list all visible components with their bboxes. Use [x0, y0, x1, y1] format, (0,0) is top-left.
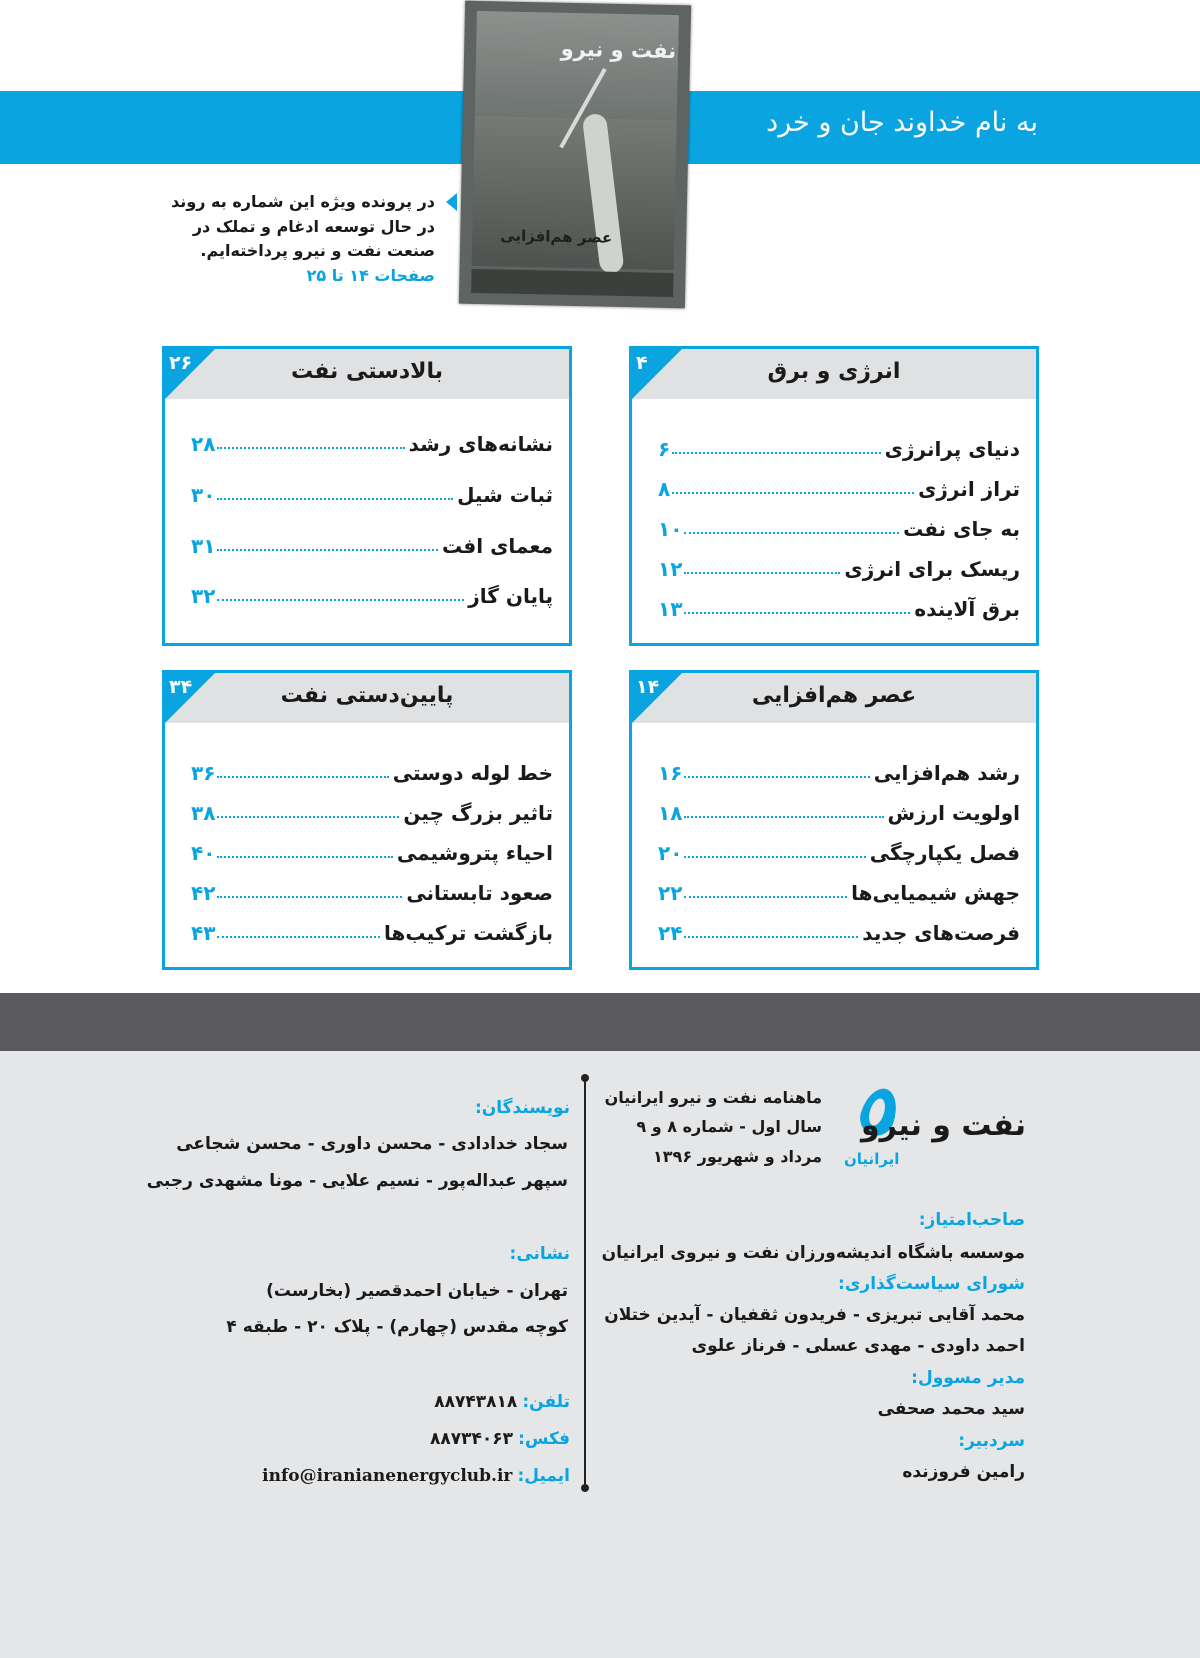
- brand-logo: [840, 1082, 1030, 1182]
- toc-item-page: ۱۶: [658, 761, 683, 785]
- magazine-name: ماهنامه نفت و نیرو ایرانیان: [604, 1088, 822, 1107]
- toc-item[interactable]: [191, 831, 553, 865]
- toc-item-page: ۳۱: [191, 534, 216, 558]
- section-page-number[interactable]: ۲۶: [169, 352, 193, 374]
- toc-item-page: ۱۰: [658, 517, 683, 541]
- writers-label: نویسندگان:: [474, 1098, 570, 1118]
- toc-item-page: ۱۳: [658, 597, 683, 621]
- toc-item-page: ۳۰: [191, 483, 216, 507]
- toc-item-label: تراز انرژی: [918, 477, 1020, 501]
- dot-leader: [672, 452, 880, 454]
- toc-item-label: به جای نفت: [903, 517, 1020, 541]
- section-title[interactable]: بالادستی نفت: [290, 359, 444, 384]
- dot-leader: [684, 936, 858, 938]
- toc-item-label: رشد هم‌افزایی: [873, 761, 1020, 785]
- toc-item[interactable]: [658, 547, 1020, 581]
- dot-leader: [217, 498, 453, 500]
- magazine-issue: سال اول - شماره ۸ و ۹: [636, 1117, 822, 1136]
- director-value: سید محمد صحفی: [877, 1399, 1025, 1419]
- magazine-date: مرداد و شهریور ۱۳۹۶: [653, 1147, 822, 1166]
- toc-item-label: صعود تابستانی: [406, 881, 553, 905]
- dot-leader: [217, 549, 438, 551]
- toc-item-label: برق آلاینده: [914, 597, 1020, 621]
- section-title[interactable]: پایین‌دستی نفت: [280, 683, 454, 708]
- dot-leader: [684, 856, 865, 858]
- play-arrow-icon: [446, 193, 457, 211]
- toc-section-downstream: [162, 670, 572, 970]
- cover-title: عصر هم‌افزایی: [500, 226, 613, 247]
- dot-leader: [217, 896, 402, 898]
- dot-leader: [217, 599, 464, 601]
- dot-leader: [684, 776, 869, 778]
- dot-leader: [217, 447, 404, 449]
- toc-item-page: ۴۲: [191, 881, 216, 905]
- toc-item-label: نشانه‌های رشد: [408, 432, 553, 456]
- toc-item-label: تاثیر بزرگ چین: [403, 801, 553, 825]
- toc-item[interactable]: [191, 751, 553, 785]
- phone-row: [434, 1392, 570, 1412]
- toc-item-label: معمای افت: [441, 534, 553, 558]
- toc-item-label: پایان گاز: [468, 584, 553, 608]
- magazine-cover-image[interactable]: [459, 1, 691, 309]
- cover-ground: [472, 116, 677, 270]
- toc-item-page: ۱۲: [658, 557, 683, 581]
- section-title[interactable]: انرژی و برق: [767, 359, 901, 384]
- phone-label: تلفن:: [522, 1392, 570, 1412]
- logo-subtitle: ایرانیان: [844, 1150, 900, 1168]
- section-header: [165, 349, 569, 399]
- toc-item[interactable]: [658, 911, 1020, 945]
- logo-wordmark: نفت و نیرو: [861, 1108, 1026, 1143]
- cover-sky: [475, 11, 679, 120]
- toc-item[interactable]: [191, 422, 553, 456]
- editor-label: سردبیر:: [958, 1431, 1025, 1451]
- policy-council-label: شورای سیاست‌گذاری:: [838, 1274, 1025, 1294]
- dot-leader: [684, 532, 899, 534]
- toc-item[interactable]: [191, 871, 553, 905]
- toc-item-page: ۲۰: [658, 841, 683, 865]
- toc-item-page: ۳۶: [191, 761, 216, 785]
- toc-item-page: ۶: [658, 437, 671, 461]
- toc-item[interactable]: [658, 587, 1020, 621]
- owner-label: صاحب‌امتیاز:: [918, 1210, 1025, 1230]
- toc-item[interactable]: [658, 871, 1020, 905]
- toc-item-label: فرصت‌های جدید: [862, 921, 1020, 945]
- toc-item[interactable]: [658, 427, 1020, 461]
- intro-line: در حال توسعه ادغام و تملک در: [192, 216, 435, 236]
- email-label: ایمیل:: [517, 1466, 570, 1486]
- toc-item-label: ریسک برای انرژی: [844, 557, 1020, 581]
- toc-item[interactable]: [658, 751, 1020, 785]
- section-header: [632, 673, 1036, 723]
- section-header: [165, 673, 569, 723]
- editor-value: رامین فروزنده: [902, 1462, 1025, 1482]
- toc-item-label: فصل یکپارچگی: [869, 841, 1020, 865]
- section-page-number[interactable]: ۳۴: [169, 676, 193, 698]
- cover-photo: [459, 1, 691, 309]
- special-file-intro: [170, 190, 435, 288]
- owner-value: موسسه باشگاه اندیشه‌ورزان نفت و نیروی ایرانیان: [601, 1243, 1025, 1263]
- cover-footer-strip: [471, 269, 673, 297]
- toc-section-upstream: [162, 346, 572, 646]
- toc-item-label: بازگشت ترکیب‌ها: [384, 921, 553, 945]
- toc-item-page: ۳۲: [191, 584, 216, 608]
- dot-leader: [217, 936, 380, 938]
- dot-leader: [217, 856, 392, 858]
- toc-item[interactable]: [191, 473, 553, 507]
- toc-item[interactable]: [658, 831, 1020, 865]
- section-page-number[interactable]: ۱۴: [636, 676, 660, 698]
- writers-line: سجاد خدادادی - محسن داوری - محسن شجاعی: [176, 1134, 568, 1154]
- toc-item[interactable]: [191, 911, 553, 945]
- dot-leader: [217, 816, 399, 818]
- writers-line: سپهر عبداله‌پور - نسیم علایی - مونا مشهدی رجبی: [146, 1171, 568, 1191]
- toc-item-label: ثبات شیل: [457, 483, 553, 507]
- dot-leader: [684, 896, 847, 898]
- address-line: کوچه مقدس (چهارم) - پلاک ۲۰ - طبقه ۴: [226, 1317, 568, 1337]
- section-page-number[interactable]: ۴: [636, 352, 648, 374]
- toc-item-page: ۳۸: [191, 801, 216, 825]
- page-title: به نام خداوند جان و خرد: [766, 107, 1038, 138]
- email-link[interactable]: info@iranianenergyclub.ir: [262, 1466, 513, 1486]
- dot-leader: [684, 612, 910, 614]
- toc-item-label: احیاء پتروشیمی: [396, 841, 553, 865]
- toc-item-page: ۲۸: [191, 432, 216, 456]
- director-label: مدیر مسوول:: [911, 1368, 1025, 1388]
- fax-row: [430, 1429, 570, 1449]
- toc-item-label: دنیای پرانرژی: [884, 437, 1020, 461]
- toc-item-label: اولویت ارزش: [887, 801, 1020, 825]
- toc-item[interactable]: [191, 574, 553, 608]
- divider-dot: [581, 1484, 589, 1492]
- email-row: [262, 1466, 570, 1486]
- toc-section-energy: [629, 346, 1039, 646]
- toc-section-synergy: [629, 670, 1039, 970]
- dot-leader: [684, 816, 883, 818]
- intro-line: در پرونده ویژه این شماره به روند: [171, 192, 435, 211]
- intro-pages[interactable]: صفحات ۱۴ تا ۲۵: [306, 265, 435, 285]
- toc-item-page: ۴۰: [191, 841, 216, 865]
- toc-item-page: ۲۴: [658, 921, 683, 945]
- dot-leader: [672, 492, 914, 494]
- policy-council-line: محمد آقایی تبریزی - فریدون ثقفیان - آیدین ختلان: [604, 1305, 1025, 1325]
- cover-logo: نفت و نیرو: [560, 36, 677, 64]
- toc-item-page: ۲۲: [658, 881, 683, 905]
- address-label: نشانی:: [509, 1244, 570, 1264]
- phone-value[interactable]: ۸۸۷۴۳۸۱۸: [434, 1392, 518, 1412]
- fax-label: فکس:: [518, 1429, 570, 1449]
- toc-item-label: جهش شیمیایی‌ها: [851, 881, 1020, 905]
- toc-item[interactable]: [191, 791, 553, 825]
- dot-leader: [217, 776, 388, 778]
- toc-item[interactable]: [191, 524, 553, 558]
- divider-dot: [581, 1074, 589, 1082]
- intro-line: صنعت نفت و نیرو پرداخته‌ایم.: [200, 241, 435, 260]
- fax-value[interactable]: ۸۸۷۳۴۰۶۳: [430, 1429, 514, 1449]
- toc-item-page: ۸: [658, 477, 671, 501]
- footer-dark-band: [0, 993, 1200, 1051]
- toc-item-page: ۴۳: [191, 921, 216, 945]
- toc-item-page: ۱۸: [658, 801, 683, 825]
- section-title[interactable]: عصر هم‌افزایی: [751, 683, 917, 708]
- toc-item[interactable]: [658, 467, 1020, 501]
- policy-council-line: احمد داودی - مهدی عسلی - فرناز علوی: [691, 1336, 1025, 1356]
- column-divider: [584, 1078, 586, 1488]
- toc-item[interactable]: [658, 791, 1020, 825]
- address-line: تهران - خیابان احمدقصیر (بخارست): [266, 1281, 568, 1301]
- dot-leader: [684, 572, 840, 574]
- section-header: [632, 349, 1036, 399]
- toc-item-label: خط لوله دوستی: [392, 761, 553, 785]
- toc-item[interactable]: [658, 507, 1020, 541]
